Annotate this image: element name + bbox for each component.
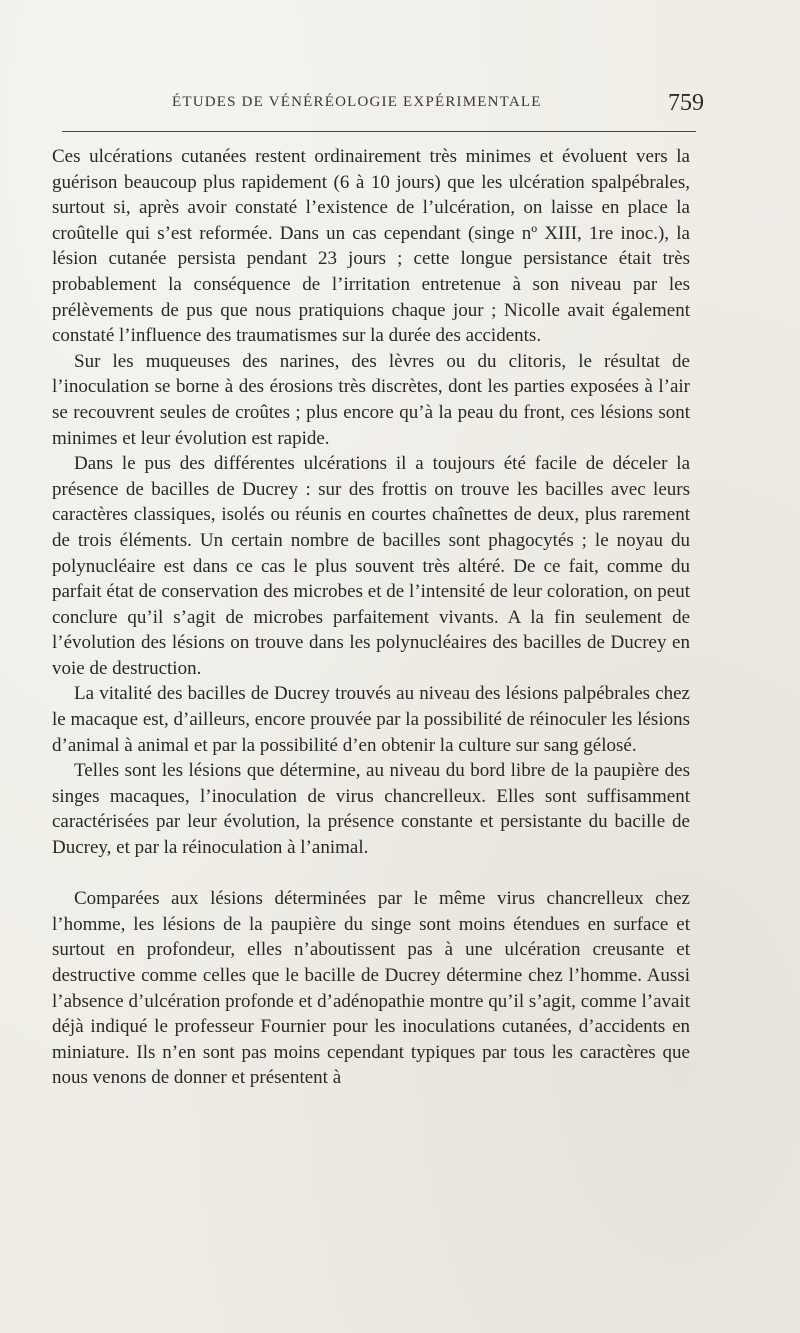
header-rule xyxy=(62,131,696,132)
page-number: 759 xyxy=(668,90,704,116)
paragraph: Dans le pus des différentes ulcérations il a toujours été facile de déceler la présence de bacilles de Ducrey : sur des frottis on trouve les bacilles avec leurs caractères classiques, isolés ou réunis en courtes chaînettes de deux, plus rarement de trois éléments. Un certain nombre de bacilles sont phagocytés ; le noyau du polynucléaire est dans ce cas le plus souvent très altéré. De ce fait, comme du parfait état de conservation des microbes et de l’intensité de leur coloration, on peut conclure qu’il s’agit de microbes parfaitement vivants. A la fin seulement de l’évolution des lésions on trouve dans les polynucléaires des bacilles de Ducrey en voie de destruction. xyxy=(52,453,690,679)
paragraph: Ces ulcérations cutanées restent ordinairement très minimes et évoluent vers la guérison beaucoup plus rapidement (6 à 10 jours) que les ulcération spalpébrales, surtout si, après avoir constaté l’existence de l’ulcération, on laisse en place la croûtelle qui s’est reformée. Dans un cas cependant (singe nº XIII, 1re inoc.), la lésion cutanée persista pendant 23 jours ; cette longue persistance était très probablement la conséquence de l’irritation entretenue à son niveau par les prélèvements de pus que nous pratiquions chaque jour ; Nicolle avait également constaté l’influence des traumatismes sur la durée des accidents. xyxy=(52,146,690,347)
paragraph: La vitalité des bacilles de Ducrey trouvés au niveau des lésions palpébrales chez le macaque est, d’ailleurs, encore prouvée par la possibilité de réinoculer les lésions d’animal à animal et par la possibilité d’en obtenir la culture sur sang gélosé. xyxy=(52,683,690,756)
running-title: ÉTUDES DE VÉNÉRÉOLOGIE EXPÉRIMENTALE xyxy=(172,94,542,110)
paragraph: Sur les muqueuses des narines, des lèvres ou du clitoris, le résultat de l’inoculation se borne à des érosions très discrètes, dont les parties exposées à l’air se recouvrent seules de croûtes ; plus encore qu’à la peau du front, ces lésions sont minimes et leur évolution est rapide. xyxy=(52,350,690,449)
page-header xyxy=(62,90,704,120)
paragraph: Comparées aux lésions déterminées par le même virus chancrelleux chez l’homme, les lésions de la paupière du singe sont moins étendues en surface et surtout en profondeur, elles n’aboutissent pas à une ulcération creusante et destructive comme celles que le bacille de Ducrey détermine chez l’homme. Aussi l’absence d’ulcération profonde et d’adénopathie montre qu’il s’agit, comme l’avait déjà indiqué le professeur Fournier pour les inoculations cutanées, d’accidents en miniature. Ils n’en sont pas moins cependant typiques par tous les caractères que nous venons de donner et présentent à xyxy=(52,888,690,1089)
paragraph: Telles sont les lésions que détermine, au niveau du bord libre de la paupière des singes macaques, l’inoculation de virus chancrelleux. Elles sont suffisamment caractérisées par leur évolution, la présence constante et persistante du bacille de Ducrey, et par la réinoculation à l’animal. xyxy=(52,760,690,859)
body-text xyxy=(52,144,690,1091)
